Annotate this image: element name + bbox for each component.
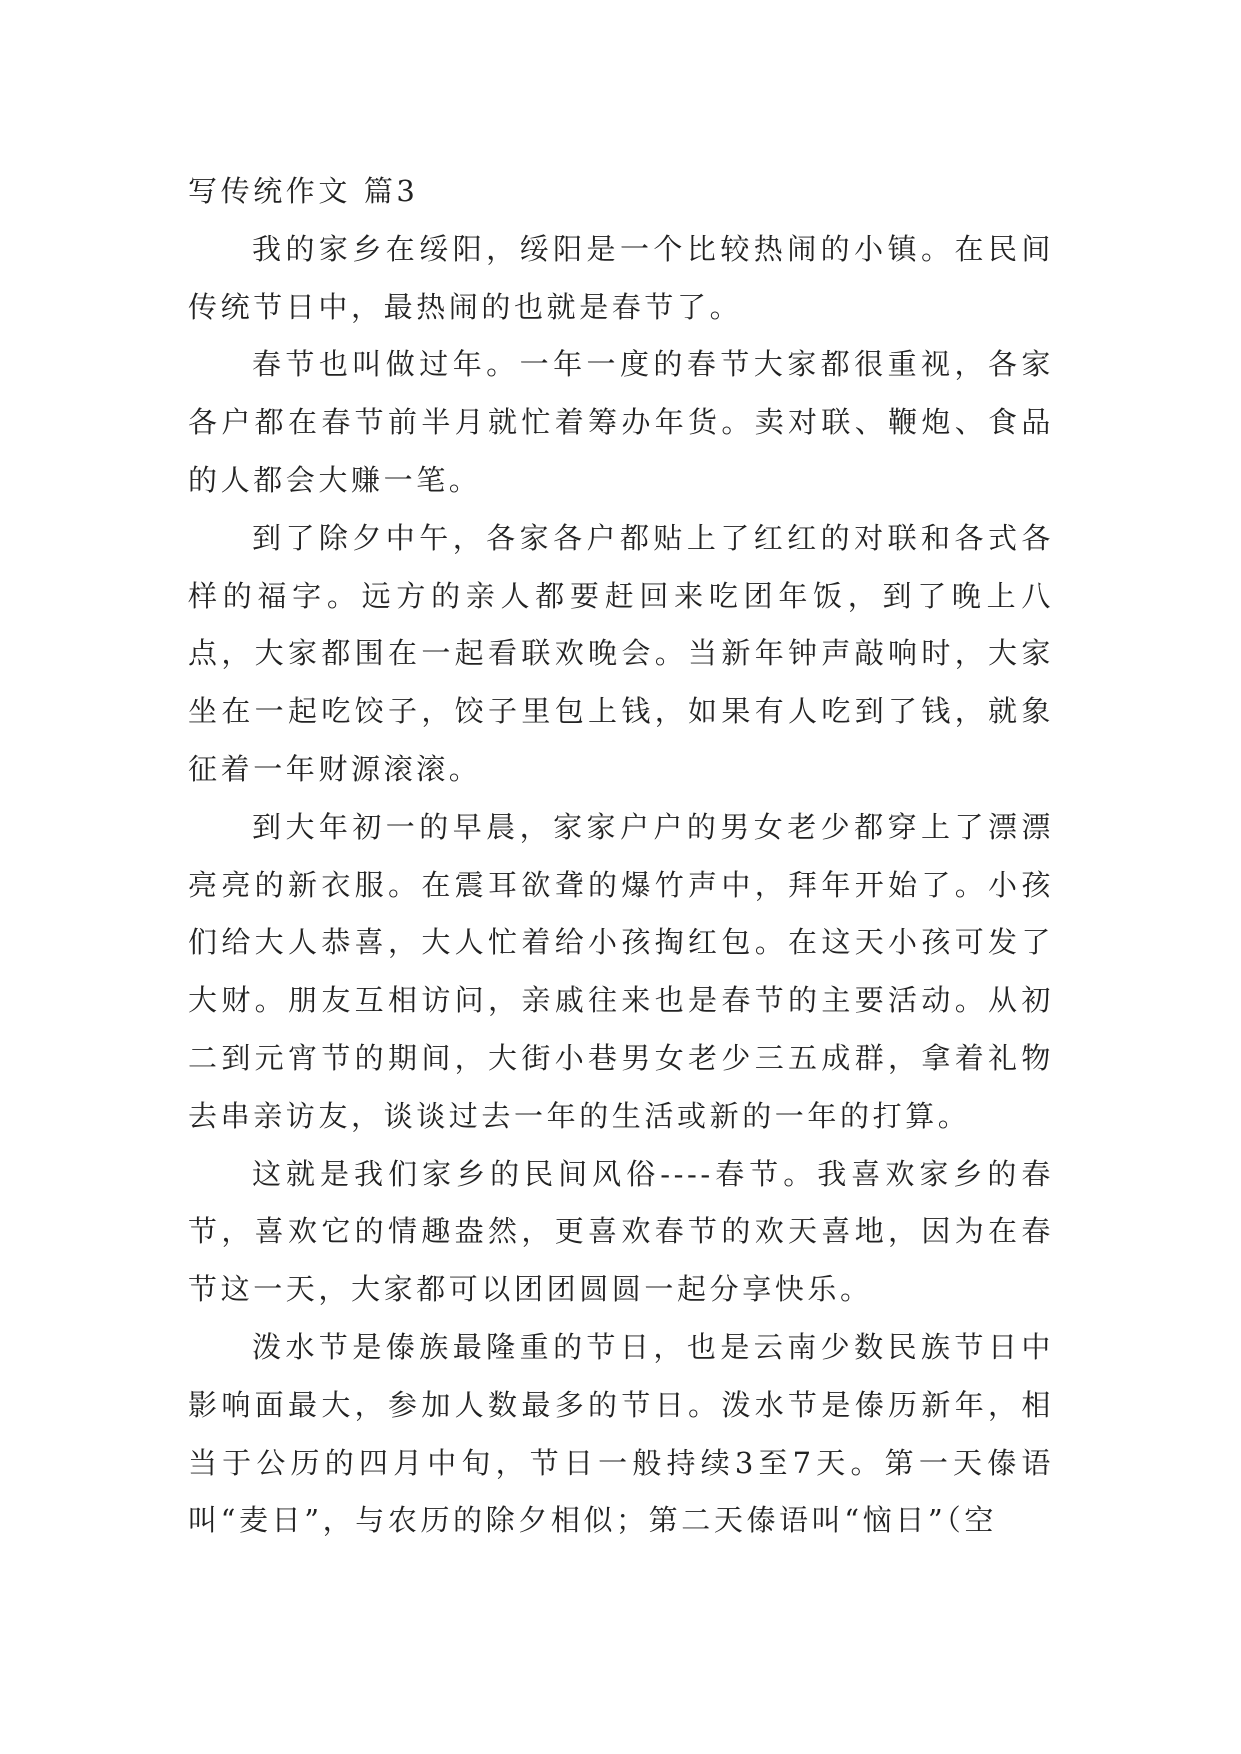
paragraph-5: 这就是我们家乡的民间风俗----春节。我喜欢家乡的春节，喜欢它的情趣盎然，更喜欢春节的欢天喜地，因为在春节这一天，大家都可以团团圆圆一起分享快乐。 xyxy=(188,1156,1054,1307)
paragraph-2: 春节也叫做过年。一年一度的春节大家都很重视，各家各户都在春节前半月就忙着筹办年货。卖对联、鞭炮、食品的人都会大赚一笔。 xyxy=(188,347,1054,497)
paragraph-6: 泼水节是傣族最隆重的节日，也是云南少数民族节日中影响面最大，参加人数最多的节日。泼水节是傣历新年，相当于公历的四月中旬，节日一般持续3至7天。第一天傣语叫“麦日”，与农历的除夕相似；第二天傣语叫“恼日”（空 xyxy=(188,1329,1054,1538)
paragraph-3: 到了除夕中午，各家各户都贴上了红红的对联和各式各样的福字。远方的亲人都要赶回来吃团年饭，到了晚上八点，大家都围在一起看联欢晚会。当新年钟声敲响时，大家坐在一起吃饺子，饺子里包上钱，如果有人吃到了钱，就象征着一年财源滚滚。 xyxy=(188,520,1054,786)
document-body xyxy=(188,163,1054,1550)
paragraph-1: 我的家乡在绥阳，绥阳是一个比较热闹的小镇。在民间传统节日中，最热闹的也就是春节了。 xyxy=(188,231,1054,324)
paragraph-4: 到大年初一的早晨，家家户户的男女老少都穿上了漂漂亮亮的新衣服。在震耳欲聋的爆竹声中，拜年开始了。小孩们给大人恭喜，大人忙着给小孩掏红包。在这天小孩可发了大财。朋友互相访问，亲戚往来也是春节的主要活动。从初二到元宵节的期间，大街小巷男女老少三五成群，拿着礼物去串亲访友，谈谈过去一年的生活或新的一年的打算。 xyxy=(188,809,1054,1133)
document-title: 写传统作文 篇3 xyxy=(188,174,419,208)
